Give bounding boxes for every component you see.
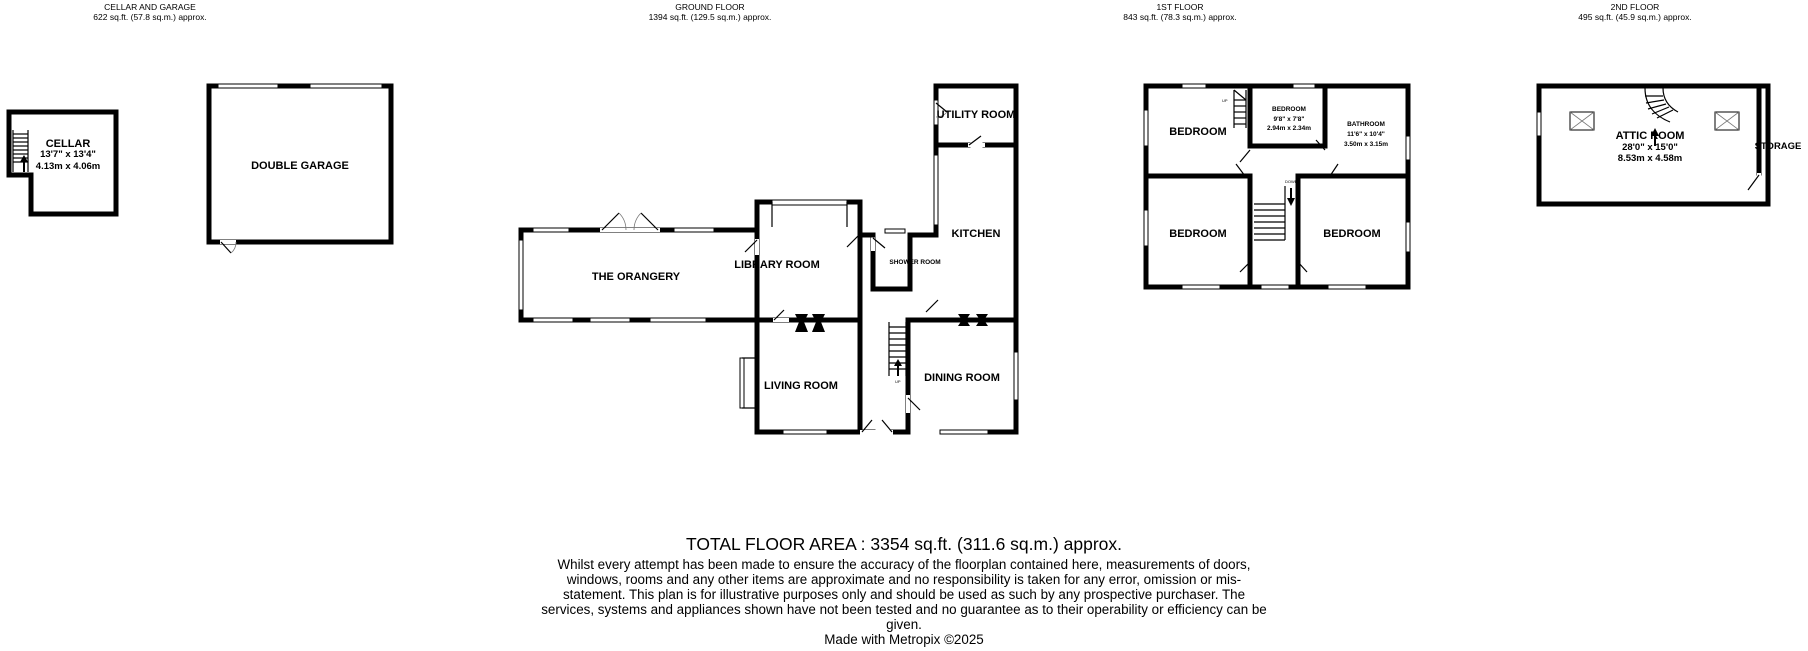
garage-door-opening-left [218, 84, 278, 88]
hall-dining-door [906, 395, 920, 413]
orangery-window-bottom-1 [533, 318, 573, 322]
dining-window-east [1014, 352, 1018, 400]
orangery-french-doors [600, 213, 660, 232]
second-floor-area: 495 sq.ft. (45.9 sq.m.) approx. [1578, 12, 1692, 22]
bedroom-nw-window-west [1144, 110, 1148, 146]
hall-stair-up-label: UP [895, 379, 901, 384]
second-floor-title: 2ND FLOOR [1610, 2, 1660, 12]
second-floor-plan [1537, 86, 1801, 204]
bedroom-se-window-bottom [1328, 285, 1366, 289]
landing-stair-down-label: DOWN [1285, 179, 1298, 184]
garage-door-opening-right [310, 84, 382, 88]
made-with-credit: Made with Metropix ©2025 [824, 632, 984, 647]
kitchen-name: KITCHEN [951, 228, 1001, 240]
bedroom-small-name: BEDROOM [1272, 106, 1306, 113]
orangery-window-top-2 [674, 228, 714, 232]
attic-room-imperial: 28'0" x 15'0" [1622, 142, 1678, 153]
attic-skylight-left [1570, 112, 1594, 130]
attic-skylight-right [1715, 112, 1739, 130]
bedroom-small-imperial: 9'8" x 7'8" [1273, 116, 1305, 123]
cellar-garage-title: CELLAR AND GARAGE [104, 2, 196, 12]
bedroom-sw-window-west [1144, 210, 1148, 246]
dining-room-name: DINING ROOM [924, 372, 1000, 384]
bedroom-sw-name: BEDROOM [1169, 228, 1227, 240]
orangery-window-top-1 [533, 228, 569, 232]
cellar-imperial: 13'7" x 13'4" [40, 149, 96, 160]
bedroom-se-window-east [1406, 222, 1410, 252]
attic-window-west [1537, 112, 1541, 136]
attic-room-name: ATTIC ROOM [1615, 130, 1685, 142]
hall-stair-arrow-icon [894, 359, 902, 376]
first-floor-stairs-top [1234, 90, 1246, 128]
fireplace-icon [795, 314, 825, 332]
orangery-window-left [519, 240, 523, 310]
library-bay-sides [772, 202, 847, 227]
library-name: LIBRARY ROOM [734, 259, 820, 271]
living-bay-window [740, 358, 744, 408]
cellar-garage-area: 622 sq.ft. (57.8 sq.m.) approx. [93, 12, 207, 22]
hall-front-door [860, 420, 893, 435]
bedroom-se-name: BEDROOM [1323, 228, 1381, 240]
landing-stair-down-arrow-icon [1287, 188, 1295, 206]
ground-floor-plan [519, 86, 1018, 435]
attic-stairs [1645, 88, 1678, 122]
shower-window [885, 229, 905, 233]
kitchen-door [968, 136, 985, 147]
orangery-name: THE ORANGERY [591, 271, 681, 283]
kitchen-dining-door [926, 297, 940, 315]
library-walls [757, 202, 860, 432]
double-garage-name: DOUBLE GARAGE [251, 160, 349, 172]
utility-room-name: UTILITY ROOM [936, 109, 1016, 121]
storage-door [1748, 173, 1761, 193]
orangery-window-bottom-2 [590, 318, 630, 322]
first-floor-area: 843 sq.ft. (78.3 sq.m.) approx. [1123, 12, 1237, 22]
first-floor-title: 1ST FLOOR [1156, 2, 1204, 12]
bathroom-imperial: 11'6" x 10'4" [1347, 131, 1385, 138]
cellar-name: CELLAR [45, 138, 91, 150]
double-garage-plan [209, 84, 391, 253]
bathroom-name: BATHROOM [1347, 121, 1385, 128]
cellar-stairs [13, 130, 28, 172]
living-window-bottom [783, 430, 827, 434]
landing-window-bottom [1261, 285, 1289, 289]
bedroom-nw-window-top [1182, 84, 1206, 88]
total-floor-area: TOTAL FLOOR AREA : 3354 sq.ft. (311.6 sq.m.) approx. [685, 534, 1123, 554]
bedroom-sw-window-bottom [1182, 285, 1220, 289]
bathroom-window-east [1406, 136, 1410, 160]
library-bay-window [772, 200, 847, 205]
library-doors [745, 233, 862, 322]
shower-room-name: SHOWER ROOM [889, 259, 941, 266]
dining-window-bottom [940, 430, 988, 434]
shower-door [871, 237, 885, 251]
kitchen-window-west [934, 155, 938, 225]
bedroom-small-metric: 2.94m x 2.34m [1266, 125, 1312, 132]
cellar-plan [9, 112, 116, 214]
first-floor-stair-up-label: UP [1222, 98, 1228, 103]
ground-floor-title: GROUND FLOOR [675, 2, 745, 12]
first-floor-plan [1144, 84, 1410, 289]
living-room-name: LIVING ROOM [764, 380, 838, 392]
ground-floor-area: 1394 sq.ft. (129.5 sq.m.) approx. [648, 12, 772, 22]
disclaimer: Whilst every attempt has been made to ensure the accuracy of the floorplan contained here, measurements of doors, windows, rooms and any other items are approximate and no responsibility is taken for any error, omission or mis-statement. This plan is for illustrative purposes only and should be used as such by any prospective purchaser. The services, systems and appliances shown have not been tested and no guarantee as to their operability or efficiency can be given. [541, 557, 1267, 632]
bedroom-small-window [1293, 84, 1315, 88]
bedroom-nw-name: BEDROOM [1169, 126, 1227, 138]
garage-side-door [220, 240, 236, 253]
orangery-window-bottom-3 [650, 318, 706, 322]
cellar-metric: 4.13m x 4.06m [35, 161, 101, 172]
bathroom-metric: 3.50m x 3.15m [1343, 141, 1389, 148]
attic-room-metric: 8.53m x 4.58m [1617, 153, 1683, 164]
footer [540, 533, 1268, 647]
storage-name: STORAGE [1754, 141, 1802, 152]
